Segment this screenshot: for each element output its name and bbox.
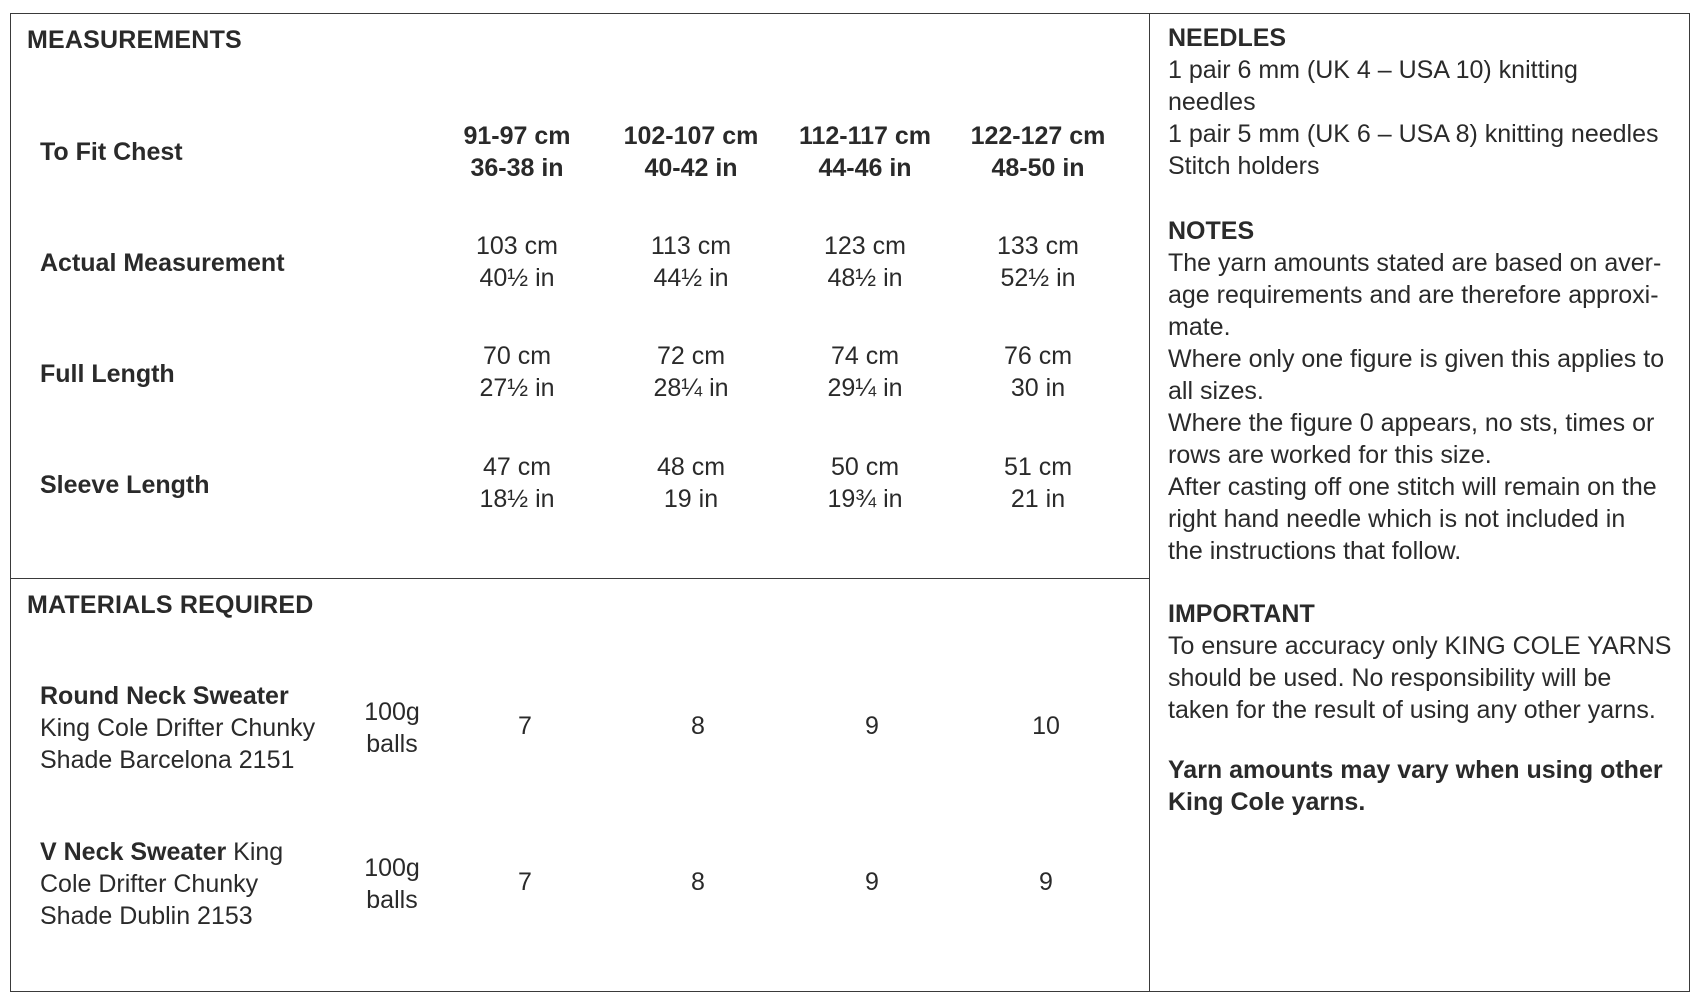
needles-line: 1 pair 5 mm (UK 6 – USA 8) knitting needles: [1168, 120, 1659, 148]
notes-line: age requirements and are therefore approxi-: [1168, 281, 1659, 309]
qty-vneck-size-4: 9: [1039, 868, 1053, 896]
needles-section: [1168, 22, 1678, 182]
notes-line: the instructions that follow.: [1168, 537, 1462, 565]
chest-size-2: 102-107 cm 40-42 in: [623, 122, 759, 182]
row-label-full-length: Full Length: [40, 360, 175, 388]
actual-size-2: 113 cm 44½ in: [650, 232, 732, 292]
actual-size-3: 123 cm 48½ in: [824, 232, 906, 292]
material-name: Round Neck Sweater: [40, 682, 289, 710]
column-divider: [1149, 13, 1150, 992]
section-divider: [10, 578, 1150, 579]
row-label-actual-measurement: Actual Measurement: [40, 249, 285, 277]
material-unit: 100g balls: [364, 854, 420, 914]
notes-line: mate.: [1168, 313, 1231, 341]
row-label-sleeve-length: Sleeve Length: [40, 471, 210, 499]
notes-line: After casting off one stitch will remain on the: [1168, 473, 1657, 501]
actual-size-4: 133 cm 52½ in: [997, 232, 1079, 292]
chest-size-4: 122-127 cm 48-50 in: [970, 122, 1106, 182]
notes-line: Where the figure 0 appears, no sts, times or: [1168, 409, 1655, 437]
material-shade: Shade Barcelona 2151: [40, 746, 295, 774]
notes-line: rows are worked for this size.: [1168, 441, 1492, 469]
material-desc-line: Cole Drifter Chunky: [40, 870, 259, 898]
needles-line: needles: [1168, 88, 1256, 116]
chest-size-3: 112-117 cm 44-46 in: [798, 122, 932, 182]
sleeve-size-2: 48 cm 19 in: [656, 453, 726, 513]
important-line: To ensure accuracy only KING COLE YARNS: [1168, 632, 1672, 660]
notes-heading: NOTES: [1168, 217, 1255, 245]
needles-line: 1 pair 6 mm (UK 4 – USA 10) knitting: [1168, 56, 1578, 84]
important-bold-line: King Cole yarns.: [1168, 788, 1366, 816]
qty-round-size-3: 9: [865, 712, 879, 740]
notes-section: [1168, 215, 1678, 567]
sleeve-size-1: 47 cm 18½ in: [479, 453, 555, 513]
important-section: [1168, 598, 1678, 818]
important-line: should be used. No responsibility will be: [1168, 664, 1612, 692]
qty-round-size-2: 8: [691, 712, 705, 740]
materials-heading: MATERIALS REQUIRED: [27, 591, 314, 619]
material-v-neck: [40, 836, 340, 932]
needles-heading: NEEDLES: [1168, 24, 1287, 52]
notes-line: The yarn amounts stated are based on aver-: [1168, 249, 1662, 277]
qty-vneck-size-1: 7: [518, 868, 532, 896]
qty-vneck-size-2: 8: [691, 868, 705, 896]
needles-line: Stitch holders: [1168, 152, 1320, 180]
qty-round-size-1: 7: [518, 712, 532, 740]
qty-vneck-size-3: 9: [865, 868, 879, 896]
material-desc-line: King Cole Drifter Chunky: [40, 714, 316, 742]
material-shade: Shade Dublin 2153: [40, 902, 253, 930]
material-unit: 100g balls: [364, 698, 420, 758]
length-size-1: 70 cm 27½ in: [479, 342, 555, 402]
actual-size-1: 103 cm 40½ in: [476, 232, 558, 292]
chest-size-1: 91-97 cm 36-38 in: [463, 122, 571, 182]
notes-line: right hand needle which is not included in: [1168, 505, 1626, 533]
length-size-4: 76 cm 30 in: [1003, 342, 1073, 402]
sleeve-size-4: 51 cm 21 in: [1003, 453, 1073, 513]
notes-line: all sizes.: [1168, 377, 1264, 405]
row-label-to-fit-chest: To Fit Chest: [40, 138, 183, 166]
material-name: V Neck Sweater King: [40, 838, 284, 866]
important-heading: IMPORTANT: [1168, 600, 1315, 628]
notes-line: Where only one figure is given this applies to: [1168, 345, 1665, 373]
length-size-2: 72 cm 28¼ in: [653, 342, 729, 402]
qty-round-size-4: 10: [1032, 712, 1060, 740]
material-round-neck: [40, 680, 340, 776]
measurements-heading: MEASUREMENTS: [27, 26, 242, 54]
important-line: taken for the result of using any other yarns.: [1168, 696, 1656, 724]
important-bold-line: Yarn amounts may vary when using other: [1168, 756, 1663, 784]
sleeve-size-3: 50 cm 19¾ in: [827, 453, 903, 513]
length-size-3: 74 cm 29¼ in: [827, 342, 903, 402]
